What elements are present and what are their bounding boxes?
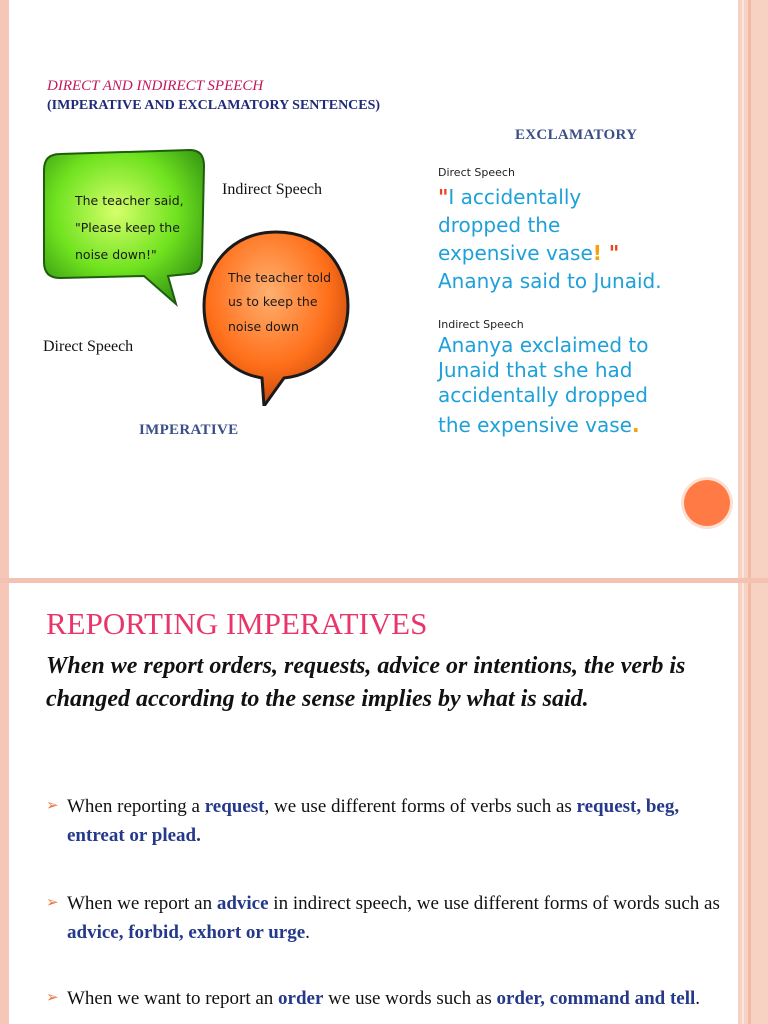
exclamatory-label: EXCLAMATORY — [515, 127, 638, 143]
orange-bubble-line: noise down — [228, 319, 299, 334]
orange-bubble-line: us to keep the — [228, 294, 318, 309]
imperative-label: IMPERATIVE — [139, 422, 239, 438]
keyword: advice — [216, 893, 269, 914]
example-direct-line-1: "I accidentally — [438, 185, 582, 209]
slide2-heading: REPORTING IMPERATIVES — [46, 606, 428, 641]
slide1-subtitle: (IMPERATIVE AND EXCLAMATORY SENTENCES) — [47, 98, 381, 113]
example-indirect-line-2: Junaid that she had — [438, 358, 633, 382]
indirect-speech-label: Indirect Speech — [222, 181, 322, 198]
example-direct-line-2: dropped the — [438, 213, 561, 237]
example-direct-heading: Direct Speech — [438, 166, 515, 179]
green-bubble-line: "Please keep the — [75, 220, 180, 235]
keyword: request — [204, 796, 265, 817]
right-frame-stripe — [738, 0, 768, 1024]
keyword: advice, forbid, exhort or urge — [67, 922, 306, 943]
bullet-arrow-icon: ➢ — [46, 895, 59, 911]
example-indirect-line-1: Ananya exclaimed to — [438, 333, 649, 357]
example-direct-line-3: expensive vase! " — [438, 241, 620, 265]
example-indirect-line-3: accidentally dropped — [438, 383, 648, 407]
example-direct-line-4: Ananya said to Junaid. — [438, 269, 662, 293]
left-frame-stripe — [0, 0, 9, 1024]
direct-speech-label: Direct Speech — [43, 338, 134, 355]
slide2-intro: When we report orders, requests, advice or intentions, the verb is changed according to the sense implies by what is said. — [46, 653, 686, 712]
keyword: request, beg, entreat or plead — [67, 796, 680, 846]
keyword: order, command and tell — [496, 988, 696, 1009]
keyword: order — [278, 988, 324, 1009]
example-indirect-line-4: the expensive vase. — [438, 413, 640, 437]
bullet-arrow-icon: ➢ — [46, 798, 59, 814]
orange-dot-decoration — [684, 480, 730, 526]
green-speech-bubble — [40, 148, 208, 308]
bullet-arrow-icon: ➢ — [46, 990, 59, 1006]
slide-divider — [0, 578, 768, 583]
orange-bubble-line: The teacher told — [228, 270, 332, 285]
green-bubble-line: noise down!" — [75, 247, 157, 262]
example-indirect-heading: Indirect Speech — [438, 318, 524, 331]
orange-speech-bubble — [200, 228, 352, 406]
slide1-title: DIRECT AND INDIRECT SPEECH — [47, 78, 264, 94]
green-bubble-line: The teacher said, — [75, 193, 184, 208]
